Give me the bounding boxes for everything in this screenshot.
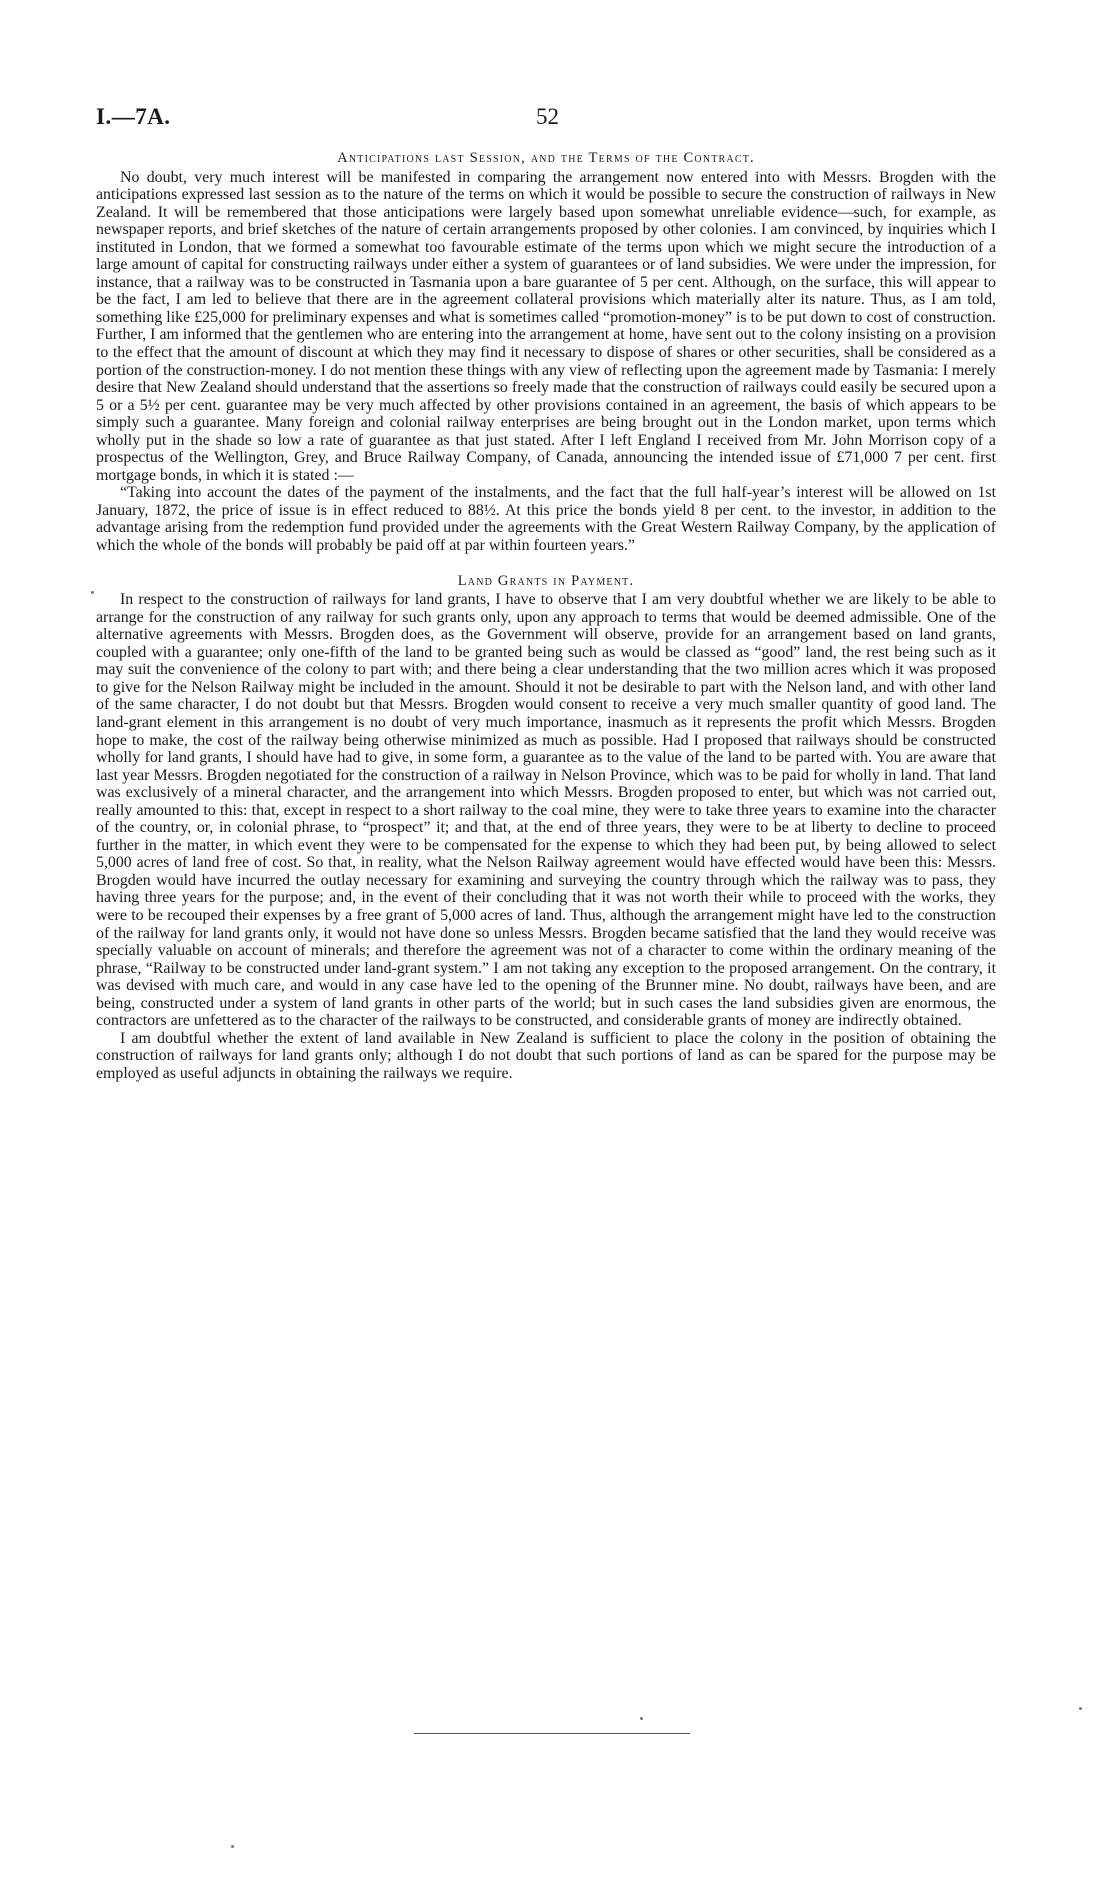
paragraph: I am doubtful whether the extent of land available in New Zealand is sufficient to place the colony in the position of obtaining the construction of railways for land grants only; although I do not doubt that such portions of land as can be spared for the purpose may be employed as useful adjuncts in obtaining the railways we require. <box>96 1029 996 1082</box>
ink-speck <box>231 1845 234 1848</box>
section-heading: Anticipations last Session, and the Terms of the Contract. <box>337 150 755 166</box>
paragraph: In respect to the construction of railways for land grants, I have to observe that I am very doubtful whether we are likely to be able to arrange for the construction of any railway for such grants only, upon any approach to terms that would be deemed admissible. One of the alternative agreements with Messrs. Brogden does, as the Government will observe, provide for an arrangement based on land grants, coupled with a guarantee; only one-fifth of the land to be granted being such as would be classed as “good” land, the rest being such as it may suit the convenience of the colony to part with; and there being a clear understanding that the two million acres which it was proposed to give for the Nelson Railway might be included in the amount. Should it not be desirable to part with the Nelson land, and with other land of the same character, I do not doubt but that Messrs. Brogden would consent to receive a very much smaller quantity of good land. The land-grant element in this arrangement is no doubt of very much importance, inasmuch as it represents the profit which Messrs. Brogden hope to make, the cost of the railway being otherwise minimized as much as possible. Had I proposed that railways should be constructed wholly for land grants, I should have had to give, in some form, a guarantee as to the value of the land to be parted with. You are aware that last year Messrs. Brogden negotiated for the construction of a railway in Nelson Province, which was to be paid for wholly in land. That land was exclusively of a mineral character, and the arrangement into which Messrs. Brogden proposed to enter, but which was not carried out, really amounted to this: that, except in respect to a short railway to the coal mine, they were to take three years to examine into the character of the country, or, in colonial phrase, to “prospect” it; and that, at the end of three years, they were to be at liberty to decline to proceed further in the matter, in which event they were to be compensated for the expense to which they had been put, by being allowed to select 5,000 acres of land free of cost. So that, in reality, what the Nelson Railway agreement would have effected would have been this: Messrs. Brogden would have incurred the outlay necessary for examining and surveying the country through which the railway was to pass, they having three years for the purpose; and, in the event of their concluding that it was not worth their while to proceed with the works, they were to be recouped their expenses by a free grant of 5,000 acres of land. Thus, although the arrangement might have led to the construction of the railway for land grants only, it would not have done so unless Messrs. Brogden became satisfied that the land they would receive was specially valuable on account of minerals; and therefore the agreement was not of a character to come within the ordinary meaning of the phrase, “Railway to be constructed under land-grant system.” I am not taking any exception to the proposed arrangement. On the contrary, it was devised with much care, and would in any case have led to the opening of the Brunner mine. No doubt, railways have been, and are being, constructed under a system of land grants in other parts of the world; but in such cases the land subsidies given are enormous, the contractors are unfettered as to the character of the railways to be constructed, and considerable grants of money are indirectly obtained. <box>96 591 996 1030</box>
section-spacer <box>96 555 996 573</box>
section-anticipations <box>96 150 996 555</box>
block-quote: “Taking into account the dates of the payment of the instalments, and the fact that the full half-year’s interest will be allowed on 1st January, 1872, the price of issue is in effect reduced to 88½. At this price the bonds yield 8 per cent. to the investor, in addition to the advantage arising from the redemption fund provided under the agreements with the Great Western Railway Company, by the application of which the whole of the bonds will probably be paid off at par within fourteen years.” <box>96 484 996 555</box>
section-land-grants <box>96 573 996 1083</box>
document-reference: I.—7A. <box>96 104 171 129</box>
page-header <box>96 104 996 134</box>
closing-rule <box>414 1733 690 1734</box>
ink-speck <box>1079 1707 1082 1710</box>
ink-speck <box>91 591 94 594</box>
section-heading: Land Grants in Payment. <box>457 572 635 589</box>
ink-speck <box>640 1717 643 1720</box>
paragraph: No doubt, very much interest will be manifested in comparing the arrangement now entered into with Messrs. Brogden with the anticipations expressed last session as to the nature of the terms on which it would be possible to secure the construction of railways in New Zealand. It will be remembered that those anticipations were largely based upon somewhat unreliable evidence—such, for example, as newspaper reports, and brief sketches of the nature of certain arrangements proposed by other colonies. I am convinced, by inquiries which I instituted in London, that we formed a somewhat too favourable estimate of the terms upon which we might secure the introduction of a large amount of capital for constructing railways under either a system of guarantees or of land subsidies. We were under the impression, for instance, that a railway was to be constructed in Tasmania upon a bare guarantee of 5 per cent. Although, on the surface, this will appear to be the fact, I am led to believe that there are in the agreement collateral provisions which materially alter its nature. Thus, as I am told, something like £25,000 for preliminary expenses and what is sometimes called “promotion-money” is to be put down to cost of construction. Further, I am informed that the gentlemen who are entering into the arrangement at home, have sent out to the colony insisting on a provision to the effect that the amount of discount at which they may find it necessary to dispose of shares or other securities, shall be considered as a portion of the construction-money. I do not mention these things with any view of reflecting upon the agreement made by Tasmania: I merely desire that New Zealand should understand that the assertions so freely made that the construction of railways could easily be secured upon a 5 or a 5½ per cent. guarantee may be very much affected by other provisions contained in an agreement, the basis of which appears to be simply such a guarantee. Many foreign and colonial railway enterprises are being brought out in the London market, upon terms which wholly put in the shade so low a rate of guarantee as that just stated. After I left England I received from Mr. John Morrison copy of a prospectus of the Wellington, Grey, and Bruce Railway Company, of Canada, announcing the intended issue of £71,000 7 per cent. first mortgage bonds, in which it is stated :— <box>96 168 996 484</box>
document-body <box>96 150 996 1082</box>
page-number: 52 <box>536 104 559 129</box>
